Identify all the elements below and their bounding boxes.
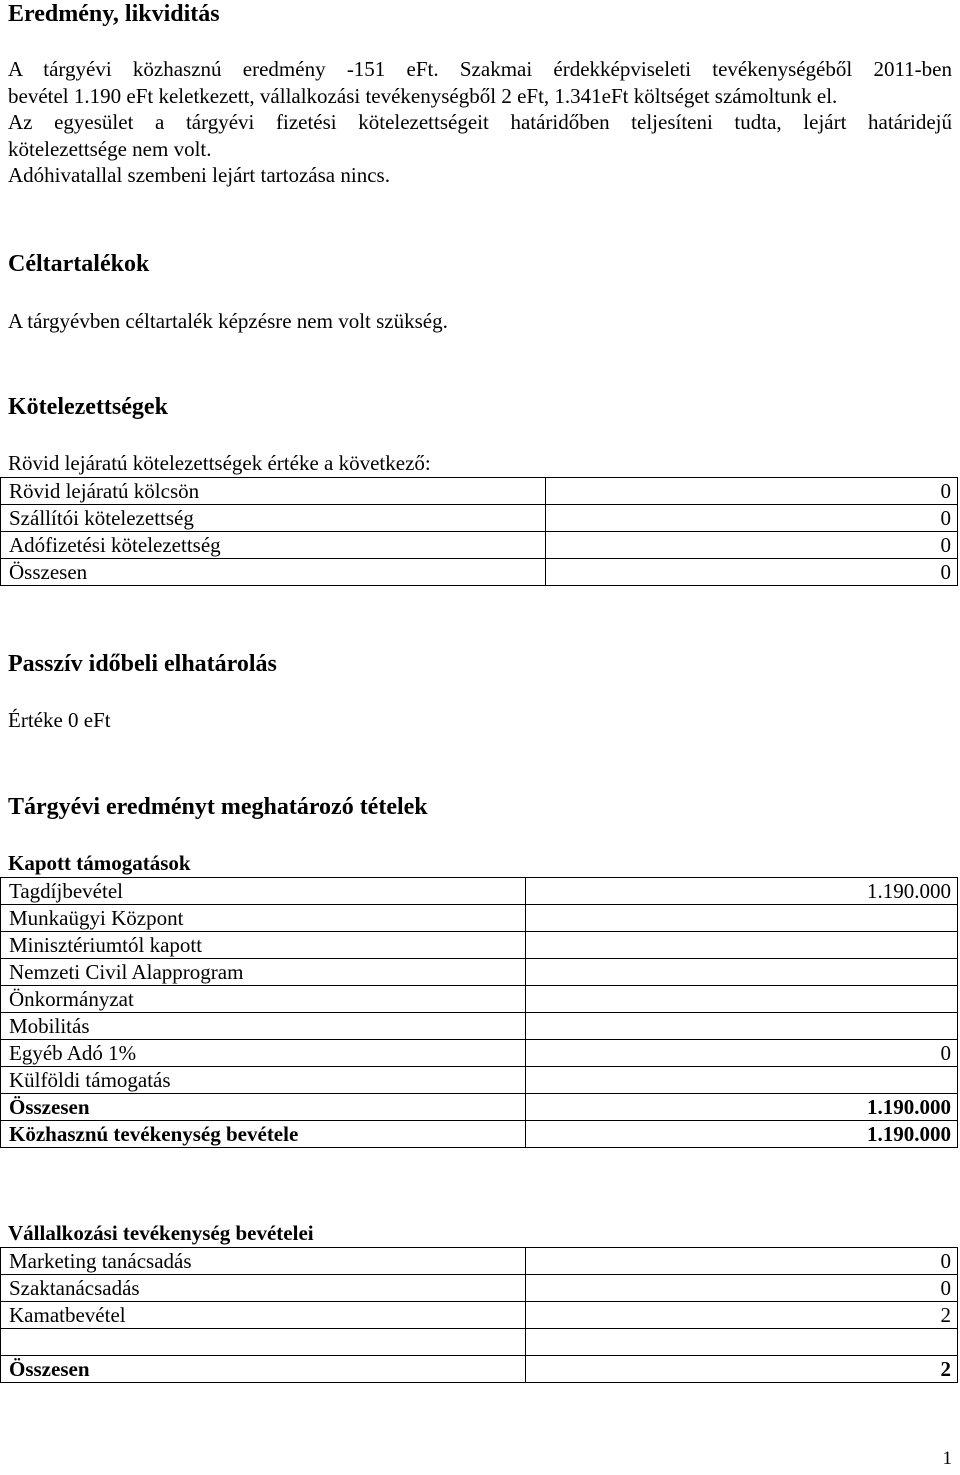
grant-total-label: Összesen <box>1 1094 526 1121</box>
liability-label: Összesen <box>1 559 546 586</box>
table-row <box>1 1040 958 1067</box>
liability-value: 0 <box>546 478 958 505</box>
business-label: Marketing tanácsadás <box>1 1248 526 1275</box>
table-row <box>1 932 958 959</box>
heading-accrual: Passzív időbeli elhatárolás <box>8 651 277 677</box>
table-row <box>1 532 958 559</box>
grant-value <box>526 905 958 932</box>
business-empty-value <box>526 1329 958 1356</box>
business-value: 0 <box>526 1275 958 1302</box>
result-line-2: bevétel 1.190 eFt keletkezett, vállalkozási tevékenységből 2 eFt, 1.341eFt költséget számoltunk el. <box>8 83 838 108</box>
business-total-label: Összesen <box>1 1356 526 1383</box>
grant-label: Egyéb Adó 1% <box>1 1040 526 1067</box>
grant-label: Minisztériumtól kapott <box>1 932 526 959</box>
result-line-1: A tárgyévi közhasznú eredmény -151 eFt. Szakmai érdekképviseleti tevékenységéből 2011-ben <box>8 57 952 81</box>
heading-liabilities: Kötelezettségek <box>8 394 168 420</box>
table-row <box>1 1094 958 1121</box>
grant-label: Mobilitás <box>1 1013 526 1040</box>
table-row <box>1 986 958 1013</box>
liability-value: 0 <box>546 532 958 559</box>
business-total-value: 2 <box>526 1356 958 1383</box>
liabilities-intro: Rövid lejáratú kötelezettségek értéke a következő: <box>8 451 431 475</box>
heading-reserves: Céltartalékok <box>8 251 150 277</box>
table-row <box>1 1302 958 1329</box>
business-value: 0 <box>526 1248 958 1275</box>
liabilities-table <box>0 477 958 586</box>
liability-value: 0 <box>546 505 958 532</box>
grants-table <box>0 877 958 1148</box>
accrual-text: Értéke 0 eFt <box>8 708 111 732</box>
table-row <box>1 505 958 532</box>
result-line-5: Adóhivatallal szembeni lejárt tartozása nincs. <box>8 163 390 188</box>
business-label: Szaktanácsadás <box>1 1275 526 1302</box>
grant-value <box>526 1013 958 1040</box>
reserves-text: A tárgyévben céltartalék képzésre nem volt szükség. <box>8 309 448 333</box>
liability-value: 0 <box>546 559 958 586</box>
heading-items: Tárgyévi eredményt meghatározó tételek <box>8 794 428 820</box>
grant-total-value: 1.190.000 <box>526 1094 958 1121</box>
public-benefit-income-value: 1.190.000 <box>526 1121 958 1148</box>
grant-value: 0 <box>526 1040 958 1067</box>
table-row <box>1 1121 958 1148</box>
business-label: Kamatbevétel <box>1 1302 526 1329</box>
subheading-grants: Kapott támogatások <box>8 851 191 875</box>
business-empty-label <box>1 1329 526 1356</box>
result-line-4: kötelezettsége nem volt. <box>8 136 212 161</box>
page-number: 1 <box>942 1448 952 1469</box>
public-benefit-income-label: Közhasznú tevékenység bevétele <box>1 1121 526 1148</box>
subheading-business: Vállalkozási tevékenység bevételei <box>8 1221 314 1245</box>
grant-label: Munkaügyi Központ <box>1 905 526 932</box>
liability-label: Adófizetési kötelezettség <box>1 532 546 559</box>
grant-label: Tagdíjbevétel <box>1 878 526 905</box>
grant-label: Nemzeti Civil Alapprogram <box>1 959 526 986</box>
table-row <box>1 1275 958 1302</box>
table-row <box>1 1356 958 1383</box>
table-row <box>1 959 958 986</box>
grant-value <box>526 959 958 986</box>
table-row <box>1 478 958 505</box>
grant-label: Önkormányzat <box>1 986 526 1013</box>
table-row <box>1 1013 958 1040</box>
table-row <box>1 559 958 586</box>
table-row <box>1 878 958 905</box>
table-row <box>1 1248 958 1275</box>
result-line-3: Az egyesület a tárgyévi fizetési kötelezettségeit határidőben teljesíteni tudta, lejárt határidejű <box>8 110 952 135</box>
heading-result: Eredmény, likviditás <box>8 1 220 27</box>
grant-label: Külföldi támogatás <box>1 1067 526 1094</box>
grant-value <box>526 932 958 959</box>
business-table <box>0 1247 958 1383</box>
table-row <box>1 905 958 932</box>
table-row <box>1 1329 958 1356</box>
business-value: 2 <box>526 1302 958 1329</box>
grant-value <box>526 1067 958 1094</box>
grant-value <box>526 986 958 1013</box>
liability-label: Rövid lejáratú kölcsön <box>1 478 546 505</box>
grant-value: 1.190.000 <box>526 878 958 905</box>
table-row <box>1 1067 958 1094</box>
liability-label: Szállítói kötelezettség <box>1 505 546 532</box>
paragraph-result <box>8 56 952 189</box>
